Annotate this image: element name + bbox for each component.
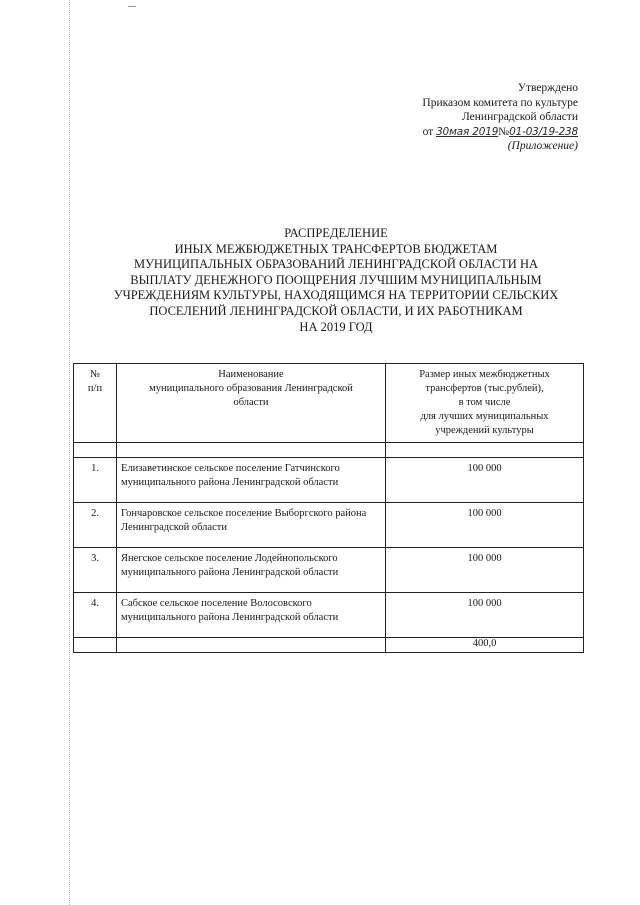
row-name: Сабское сельское поселение Волосовского муниципального района Ленинградской области	[117, 593, 386, 638]
header-num-line: п/п	[87, 383, 103, 394]
header-amount-line: трансфертов (тыс.рублей),	[425, 383, 544, 394]
header-num-line: №	[89, 369, 101, 380]
table-row	[74, 548, 584, 593]
table-spacer-row	[74, 443, 584, 458]
header-amount-line: Размер иных межбюджетных	[419, 369, 550, 380]
title-line: ПОСЕЛЕНИЙ ЛЕНИНГРАДСКОЙ ОБЛАСТИ, И ИХ РАБОТНИКАМ	[149, 303, 523, 318]
header-name-line: области	[233, 397, 269, 408]
table-header-row	[74, 364, 584, 443]
header-name	[117, 364, 386, 443]
spacer-cell	[386, 443, 584, 458]
header-name-line: муниципального образования Ленинградской	[149, 383, 353, 394]
approval-number-sign: №	[498, 125, 510, 138]
spacer-cell	[117, 443, 386, 458]
approval-approved: Утверждено	[517, 82, 578, 94]
header-num	[74, 364, 117, 443]
row-num: 2.	[74, 503, 117, 548]
row-amount: 100 000	[386, 548, 584, 593]
approval-date-line	[422, 125, 578, 140]
title-line: ИНЫХ МЕЖБЮДЖЕТНЫХ ТРАНСФЕРТОВ БЮДЖЕТАМ	[174, 241, 498, 256]
header-name-line: Наименование	[218, 369, 284, 380]
approval-region: Ленинградской области	[461, 111, 578, 123]
row-name: Елизаветинское сельское поселение Гатчинского муниципального района Ленинградской области	[117, 458, 386, 503]
table-row	[74, 458, 584, 503]
row-num: 1.	[74, 458, 117, 503]
title-line: МУНИЦИПАЛЬНЫХ ОБРАЗОВАНИЙ ЛЕНИНГРАДСКОЙ ОБЛАСТИ НА	[133, 257, 539, 272]
row-amount: 100 000	[386, 593, 584, 638]
total-empty-cell	[117, 638, 386, 653]
row-name: Янегское сельское поселение Лодейнопольского муниципального района Ленинградской области	[117, 548, 386, 593]
title-line: НА 2019 ГОД	[299, 319, 373, 334]
row-num: 4.	[74, 593, 117, 638]
row-amount: 100 000	[386, 458, 584, 503]
table-row	[74, 593, 584, 638]
distribution-table	[73, 363, 584, 653]
title-line: РАСПРЕДЕЛЕНИЕ	[284, 226, 388, 240]
total-empty-cell	[74, 638, 117, 653]
row-name: Гончаровское сельское поселение Выборгского района Ленинградской области	[117, 503, 386, 548]
approval-date: 30мая 2019	[436, 125, 499, 138]
document-title	[76, 226, 596, 335]
total-amount: 400,0	[386, 638, 584, 653]
spacer-cell	[74, 443, 117, 458]
approval-stamp-block	[422, 81, 578, 154]
title-line: ВЫПЛАТУ ДЕНЕЖНОГО ПООЩРЕНИЯ ЛУЧШИМ МУНИЦИПАЛЬНЫМ	[130, 272, 542, 287]
scan-mark	[128, 6, 136, 7]
approval-from-prefix: от	[422, 125, 434, 138]
header-amount-line: в том числе	[458, 397, 511, 408]
header-amount	[386, 364, 584, 443]
scan-fold-line	[69, 0, 70, 905]
row-amount: 100 000	[386, 503, 584, 548]
approval-annex: (Приложение)	[507, 140, 578, 152]
row-num: 3.	[74, 548, 117, 593]
title-line: УЧРЕЖДЕНИЯМ КУЛЬТУРЫ, НАХОДЯЩИМСЯ НА ТЕРРИТОРИИ СЕЛЬСКИХ	[113, 288, 559, 303]
table-total-row	[74, 638, 584, 653]
approval-order-of: Приказом комитета по культуре	[422, 96, 578, 109]
header-amount-line: учреждений культуры	[435, 425, 534, 436]
header-amount-line: для лучших муниципальных	[420, 411, 549, 422]
approval-number: 01-03/19-238	[509, 125, 578, 138]
table-row	[74, 503, 584, 548]
